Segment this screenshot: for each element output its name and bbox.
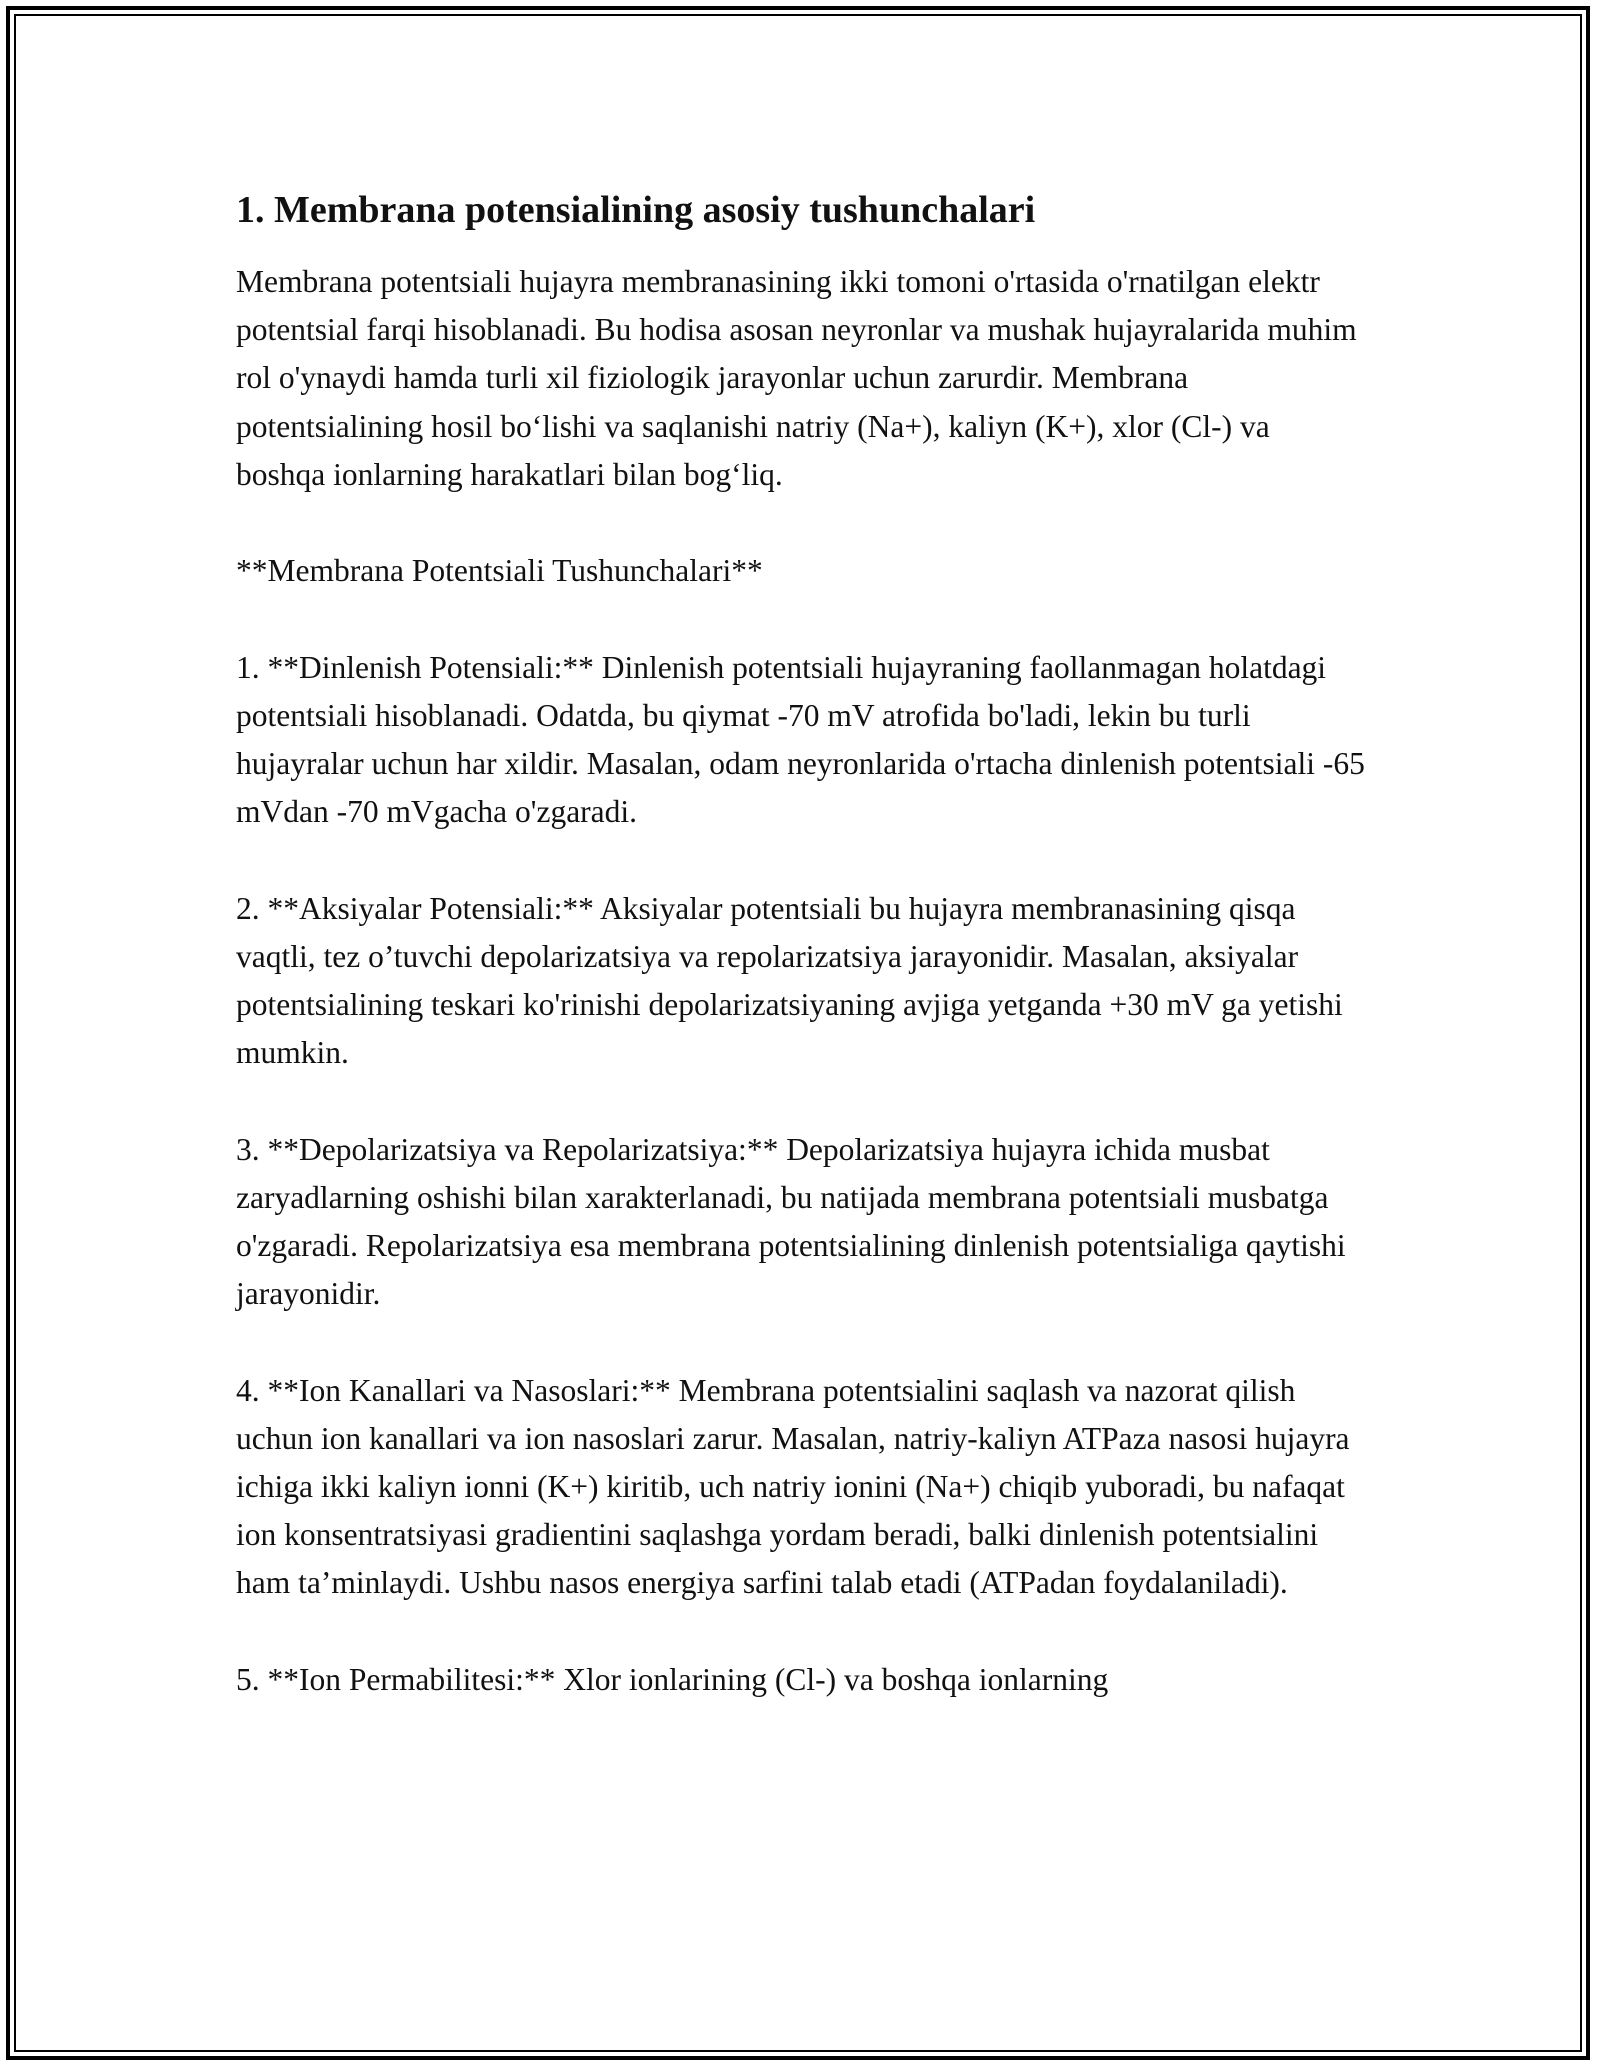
- list-item-ion-channels: 4. **Ion Kanallari va Nasoslari:** Membrana potentsialini saqlash va nazorat qilish uchun ion kanallari va ion nasoslari zarur. Masalan, natriy-kaliyn ATPaza nasosi hujayra ichiga ikki kaliyn ionni (K+) kiritib, uch natriy ionini (Na+) chiqib yuboradi, bu nafaqat ion konsentratsiyasi gradientini saqlashga yordam beradi, balki dinlenish potentsialini ham ta’minlaydi. Ushbu nasos energiya sarfini talab etadi (ATPadan foydalaniladi).: [236, 1372, 1350, 1601]
- intro-paragraph: Membrana potentsiali hujayra membranasining ikki tomoni o'rtasida o'rnatilgan elektr potentsial farqi hisoblanadi. Bu hodisa asosan neyronlar va mushak hujayralarida muhim rol o'ynaydi hamda turli xil fiziologik jarayonlar uchun zarurdir. Membrana potentsialining hosil bo‘lishi va saqlanishi natriy (Na+), kaliyn (K+), xlor (Cl-) va boshqa ionlarning harakatlari bilan bog‘liq.: [236, 264, 1357, 492]
- list-item-action-potential: 2. **Aksiyalar Potensiali:** Aksiyalar potentsiali bu hujayra membranasining qisqa vaqtli, tez o’tuvchi depolarizatsiya va repolarizatsiya jarayonidir. Masalan, aksiyalar potentsialining teskari ko'rinishi depolarizatsiyaning avjiga yetganda +30 mV ga yetishi mumkin.: [236, 890, 1343, 1071]
- document-body: [236, 186, 1366, 1752]
- list-item-ion-permeability: 5. **Ion Permabilitesi:** Xlor ionlarining (Cl-) va boshqa ionlarning: [236, 1661, 1109, 1697]
- subheading-paragraph: **Membrana Potentsiali Tushunchalari**: [236, 553, 763, 589]
- list-item-resting-potential: 1. **Dinlenish Potensiali:** Dinlenish potentsiali hujayraning faollanmagan holatdagi potentsiali hisoblanadi. Odatda, bu qiymat -70 mV atrofida bo'ladi, lekin bu turli hujayralar uchun har xildir. Masalan, odam neyronlarida o'rtacha dinlenish potentsiali -65 mVdan -70 mVgacha o'zgaradi.: [236, 649, 1365, 830]
- list-item-depolarization: 3. **Depolarizatsiya va Repolarizatsiya:** Depolarizatsiya hujayra ichida musbat zaryadlarning oshishi bilan xarakterlanadi, bu natijada membrana potentsiali musbatga o'zgaradi. Repolarizatsiya esa membrana potentsialining dinlenish potentsialiga qaytishi jarayonidir.: [236, 1131, 1346, 1312]
- section-heading: 1. Membrana potensialining asosiy tushunchalari: [236, 189, 1036, 231]
